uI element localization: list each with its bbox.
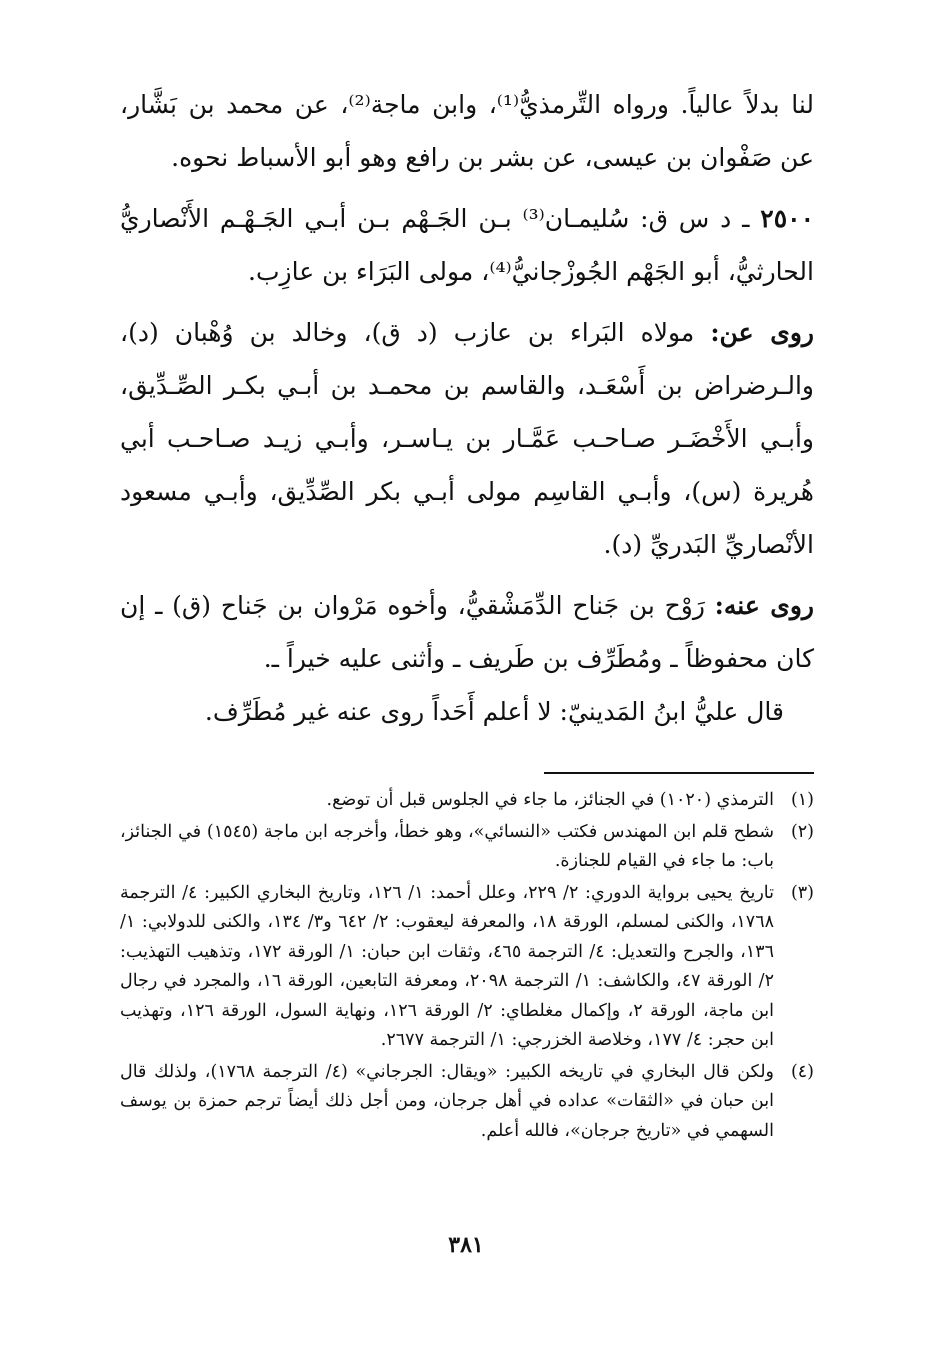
footnote-text: الترمذي (١٠٢٠) في الجنائز، ما جاء في الجلوس قبل أن توضع.	[326, 790, 774, 810]
footnote-text: ولكن قال البخاري في تاريخه الكبير: «ويقال: الجرجاني» (٤/ الترجمة ١٧٦٨)، ولذلك قال ابن حبان في «الثقات» عداده في أهل جرجان، ومن أجل ذلك أيضاً ترجم حمزة بن يوسف السهمي في «تاريخ جرجان»، فالله أعلم.	[120, 1061, 774, 1141]
page-number: ٣٨١	[448, 1232, 484, 1258]
footnote-4	[120, 1058, 814, 1147]
footnotes	[120, 786, 814, 1146]
entry-heading	[120, 192, 814, 298]
entry-number: ٢٥٠٠	[760, 204, 814, 233]
footnote-number: (٤)	[790, 1061, 814, 1082]
paragraph-statement: قال عليُّ ابنُ المَدينيّ: لا أعلم أَحَداً روى عنه غير مُطَرِّف.	[204, 697, 784, 726]
footnote-3	[120, 879, 814, 1056]
footnote-number: (٢)	[790, 821, 814, 842]
footnote-2	[120, 818, 814, 877]
narrated-from-text: مولاه البَراء بن عازب (د ق)، وخالد بن وُهْبان (د)، والـرضراض بن أَسْعَـد، والقاسم بن محمـد بن أبـي بكـر الصِّـدِّيق، وأبـي الأَخْضَـر صـاحـب عَمَّـار بن يـاسـر، وأبـي زيـد صـاحـب أبي هُريرة (س)، وأبـي القاسِم مولى أبـي بكر الصِّدِّيق، وأبـي مسعود الأنْصاريِّ البَدريِّ (د).	[120, 318, 814, 559]
footnote-separator	[544, 772, 814, 774]
paragraph-narrated-from	[120, 306, 814, 571]
narrated-by-label: روى عنه:	[714, 591, 814, 620]
footnote-text: تاريخ يحيى برواية الدوري: ٢/ ٢٢٩، وعلل أحمد: ١/ ١٢٦، وتاريخ البخاري الكبير: ٤/ الترجمة ١٧٦٨، والكنى لمسلم، الورقة ١٨، والمعرفة ليعقوب: ٢/ ٦٤٢ و٣/ ١٣٤، والكنى للدولابي: ١/ ١٣٦، والجرح والتعديل: ٤/ الترجمة ٤٦٥، وثقات ابن حبان: ١/ الورقة ١٧٢، وتذهيب التهذيب: ٢/ الورقة ٤٧، والكاشف: ١/ الترجمة ٢٠٩٨، ومعرفة التابعين، الورقة ١٦، والمجرد في رجال ابن ماجة، الورقة ٢، وإكمال مغلطاي: ٢/ الورقة ١٢٦، ونهاية السول، الورقة ١٢٦، وتهذيب ابن حجر: ٤/ ١٧٧، وخلاصة الخزرجي: ١/ الترجمة ٢٦٧٧.	[120, 882, 775, 1050]
footnote-text: شطح قلم ابن المهندس فكتب «النسائي»، وهو خطأ، وأخرجه ابن ماجة (١٥٤٥) في الجنائز، باب: ما جاء في القيام للجنازة.	[120, 821, 774, 871]
page-body	[120, 78, 814, 1148]
narrated-from-label: روى عن:	[710, 318, 815, 347]
narrated-by-text: رَوْح بن جَناح الدِّمَشْقيُّ، وأخوه مَرْوان بن جَناح (ق) ـ إن كان محفوظاً ـ ومُطَرِّف بن طَريف ـ وأثنى عليه خيراً ـ.	[120, 591, 814, 673]
main-text	[120, 78, 814, 738]
footnote-number: (٣)	[790, 882, 814, 903]
entry-heading-text: ـ د س ق: سُليمـان⁽³⁾ بـن الجَـهْم بـن أبـي الجَـهْـم الأَنْصاريُّ الحارثيُّ، أبو الجَهْم الجُوزْجانيُّ⁽⁴⁾، مولى البَرَاء بن عازِب.	[120, 204, 814, 286]
paragraph-narrated-by	[120, 579, 814, 685]
paragraph-intro: لنا بدلاً عالياً. ورواه التِّرمذيُّ⁽¹⁾، وابن ماجة⁽²⁾، عن محمد بن بَشَّار، عن صَفْوان بن عيسى، عن بشر بن رافع وهو أبو الأسباط نحوه.	[120, 90, 814, 172]
footnote-1	[120, 786, 814, 816]
footnote-number: (١)	[790, 790, 814, 810]
